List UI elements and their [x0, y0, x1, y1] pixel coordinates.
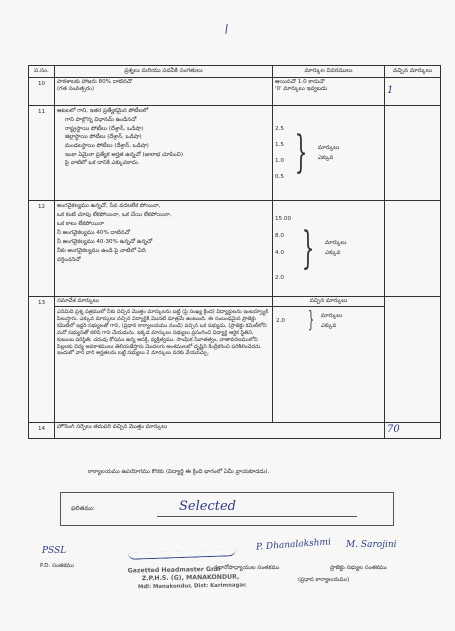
score-value: 4.0 — [275, 249, 284, 256]
result-box — [60, 492, 394, 526]
header-item: ప్రశ్నలు మరియు పదవీకి సంగతులు — [55, 66, 273, 78]
score-list — [275, 126, 284, 181]
pd-signature-label: P.D. సంతకము — [40, 563, 75, 569]
score-value: 0.5 — [275, 173, 284, 180]
row-item — [55, 78, 273, 106]
row-item — [55, 423, 385, 439]
row-item-line: నీకు అంగవైకల్యము ఉండి పై వాటిలో ఏది — [57, 247, 146, 254]
row-item-line: వర్తించనిచో — [57, 256, 81, 263]
hm-signature-scribble — [128, 549, 236, 560]
table-header-row — [29, 66, 441, 78]
score-group — [273, 307, 384, 335]
table-row — [29, 106, 441, 201]
row-details — [273, 78, 385, 106]
office-label: (ప్రధాన కార్యాలయము) — [298, 577, 350, 583]
row-item — [55, 297, 273, 423]
score-label — [325, 240, 346, 257]
score-label-line: మార్కులు — [320, 312, 343, 319]
score-group — [275, 126, 382, 181]
score-label-line: ఎక్కువ — [317, 154, 334, 161]
row-item-title: సమావేశ మార్కులు — [55, 297, 272, 307]
header-sno: ప.సం. — [29, 66, 55, 78]
row-item-line: ఒక కాలు లేకపోయినా — [57, 221, 104, 228]
row-sno: 10 — [29, 78, 55, 106]
marks-table — [28, 65, 441, 439]
row-sno: 14 — [29, 423, 55, 439]
row-item-line: నీ అంగవైకల్యము 40-30% ఉన్నచో ఉన్నచో — [57, 238, 153, 245]
row-item-line: హౌసింగ్ సర్ఫేలు తదుపరి వచ్చిన మొత్తం మార్కులు — [57, 424, 168, 431]
row-marks — [385, 201, 441, 297]
stamp-line: Gazetted Headmaster Gr.II — [127, 565, 221, 575]
score-value: 15.00 — [275, 215, 292, 222]
score-label — [318, 145, 339, 162]
score-label-line: ఎక్కువ — [320, 322, 337, 329]
office-use-note: కార్యాలయము ఉపయోగము కొరకు (విద్యార్థి ఈ క్రింది భాగంలో ఏమీ వ్రాయకూడదు). — [88, 469, 270, 475]
row-item-line: అంగవైకల్యము ఉన్నచో, సేవ వదలలేక పోయినా, — [57, 203, 161, 210]
score-label — [321, 313, 342, 330]
table-row — [29, 78, 441, 106]
stamp-line: Mdl: Manakondur, Dist: Karimnagar. — [137, 582, 248, 591]
score-label-line: మార్కులు — [325, 240, 347, 247]
score-value: 2.5 — [275, 125, 284, 132]
result-value: Selected — [179, 499, 236, 514]
row-item-line: ఆటలలో గాని, ఇతర ప్రత్యేకమైన పోటీలలో — [57, 108, 149, 115]
row-marks — [385, 423, 441, 439]
result-label: ఫలితము: — [71, 505, 95, 512]
row-item — [55, 106, 273, 201]
row-item-line: నీ అంగవైకల్యము 40% దాటినచో — [57, 230, 130, 237]
table-row — [29, 297, 441, 423]
row-sno: 11 — [29, 106, 55, 201]
header-details: మార్కుల వివరములు — [273, 66, 385, 78]
row-marks — [385, 78, 441, 106]
member-signature-label: ప్రాజెక్టు సభ్యుల సంతకము — [330, 565, 387, 571]
row-details — [273, 297, 385, 423]
row-item — [55, 201, 273, 297]
row-details — [273, 201, 385, 297]
row-item-line: పై వాటిలో ఒక దానికి ఎక్కువకాదు. — [65, 160, 140, 167]
row-item-line: మండలస్థాయి పోటీలు (దేశ్రాన్, ఒడిషా) — [65, 142, 149, 149]
headmaster-stamp — [128, 565, 301, 616]
row-details-line: '0' మార్కులు ఇవ్వబడు — [275, 86, 328, 93]
row-item-paragraph: ఎనిమిది ప్రశ్న పత్రములో నీకు వచ్చిన మొత్తం మార్కులను బట్టి (పై సంఖ్య క్రింద) విద్యార్థులను ఇంటర్వ్యూకి పిలుస్తారు. ఎక్కువ మార్కులు వచ్చిన విద్యార్థికి మొదటి మాత్రమే ఉంటుంది. ఈ సంబంధమైన ప్రాజెక్టు కమిటీలో ఇద్దరి సభ్యులతో గాని, (ప్రధాన కార్యాలయము నుండి) వచ్చిన ఒక సభ్యుడు, (ప్రాజెక్టు కమిటీలోని మరో సభ్యునితో కలిసి గాని చేయడును. ఇక్కడ మార్కులు సభ్యులు ప్రసంగించి విద్యార్థి ఆర్థిక స్థితిని, కుటుంబ పరిస్థితి, చదువు కోసము ఉన్న ఆసక్తి, వ్యక్తిత్వము, సాంఘిక సేవాతత్వం, వాతావరణములోని పిల్లలకు విద్య అవకాశములు తెలియజేస్తారు మొదలగు అంశములలో దృష్టిని కేంద్రీకరించి పరిశీలించెదరు. ఇందులో వారి వారి అర్హతలను బట్టి సభ్యులు 2 మార్కులు వరకు వేయవచ్చు. — [57, 309, 269, 357]
row-item-line: రాష్ట్రస్థాయి పోటీలు (దేశ్రాన్, ఒడిషా) — [65, 125, 144, 132]
header-marks: వచ్చిన మార్కులు — [385, 66, 441, 78]
row-sno: 13 — [29, 297, 55, 423]
row-details — [273, 106, 385, 201]
row-marks — [385, 297, 441, 423]
score-group — [275, 216, 382, 282]
row-details-line: ఆయినచో 1.0 కాదుచో — [275, 79, 325, 86]
member-signature-1: P. Dhanalakshmi — [255, 537, 332, 553]
pd-signature: PSSL — [42, 546, 67, 556]
row-item-line: పాఠశాలకు హాజరు 80% దాటినచో — [57, 79, 133, 86]
hm-signature-label: ప్రధానోపాధ్యాయుల సంతకము — [214, 565, 280, 571]
row-item-line: ఒక కంటి చూపు లేకపోయినా, ఒక చేయి లేకపోయినా, — [57, 212, 172, 219]
table-row — [29, 201, 441, 297]
row-item-line: ఇంకా ఏమైనా ప్రత్యేక అర్హత ఉన్నచో (జులాభ చూపించి) — [65, 151, 184, 158]
member-signature-2: M. Sarojini — [346, 540, 397, 550]
brace-symbol: } — [301, 222, 315, 274]
score-value: 1.0 — [275, 157, 284, 164]
table-row — [29, 423, 441, 439]
row-details-head: వచ్చిన మార్కులు — [273, 297, 384, 307]
result-underline — [157, 516, 357, 517]
score-label-line: ఎక్కువ — [325, 250, 341, 257]
score-value: 1.5 — [275, 141, 284, 148]
score-value: 2.0 — [276, 317, 285, 324]
score-label-line: మార్కులు — [317, 144, 340, 151]
pen-mark — [225, 24, 231, 35]
row-item-line: (గత సంవత్సరం) — [57, 86, 95, 93]
brace-symbol: } — [294, 127, 308, 179]
row-sno: 12 — [29, 201, 55, 297]
stamp-line: Z.P.H.S. (G), MANAKONDUR, — [141, 573, 240, 583]
row-marks-value: 70 — [387, 424, 400, 436]
row-marks-value: 1 — [387, 85, 394, 97]
row-marks — [385, 106, 441, 201]
brace-symbol: } — [307, 308, 315, 334]
score-list — [275, 216, 291, 282]
row-item-line: గాని పాల్గొన్న విధానమ్ ఉండినచో — [65, 116, 137, 123]
row-item-line: జిల్లాస్థాయి పోటీలు (దేశ్రాన్, ఒడిషా) — [65, 134, 142, 141]
score-value: 8.0 — [275, 232, 284, 239]
score-value: 2.0 — [275, 274, 284, 281]
